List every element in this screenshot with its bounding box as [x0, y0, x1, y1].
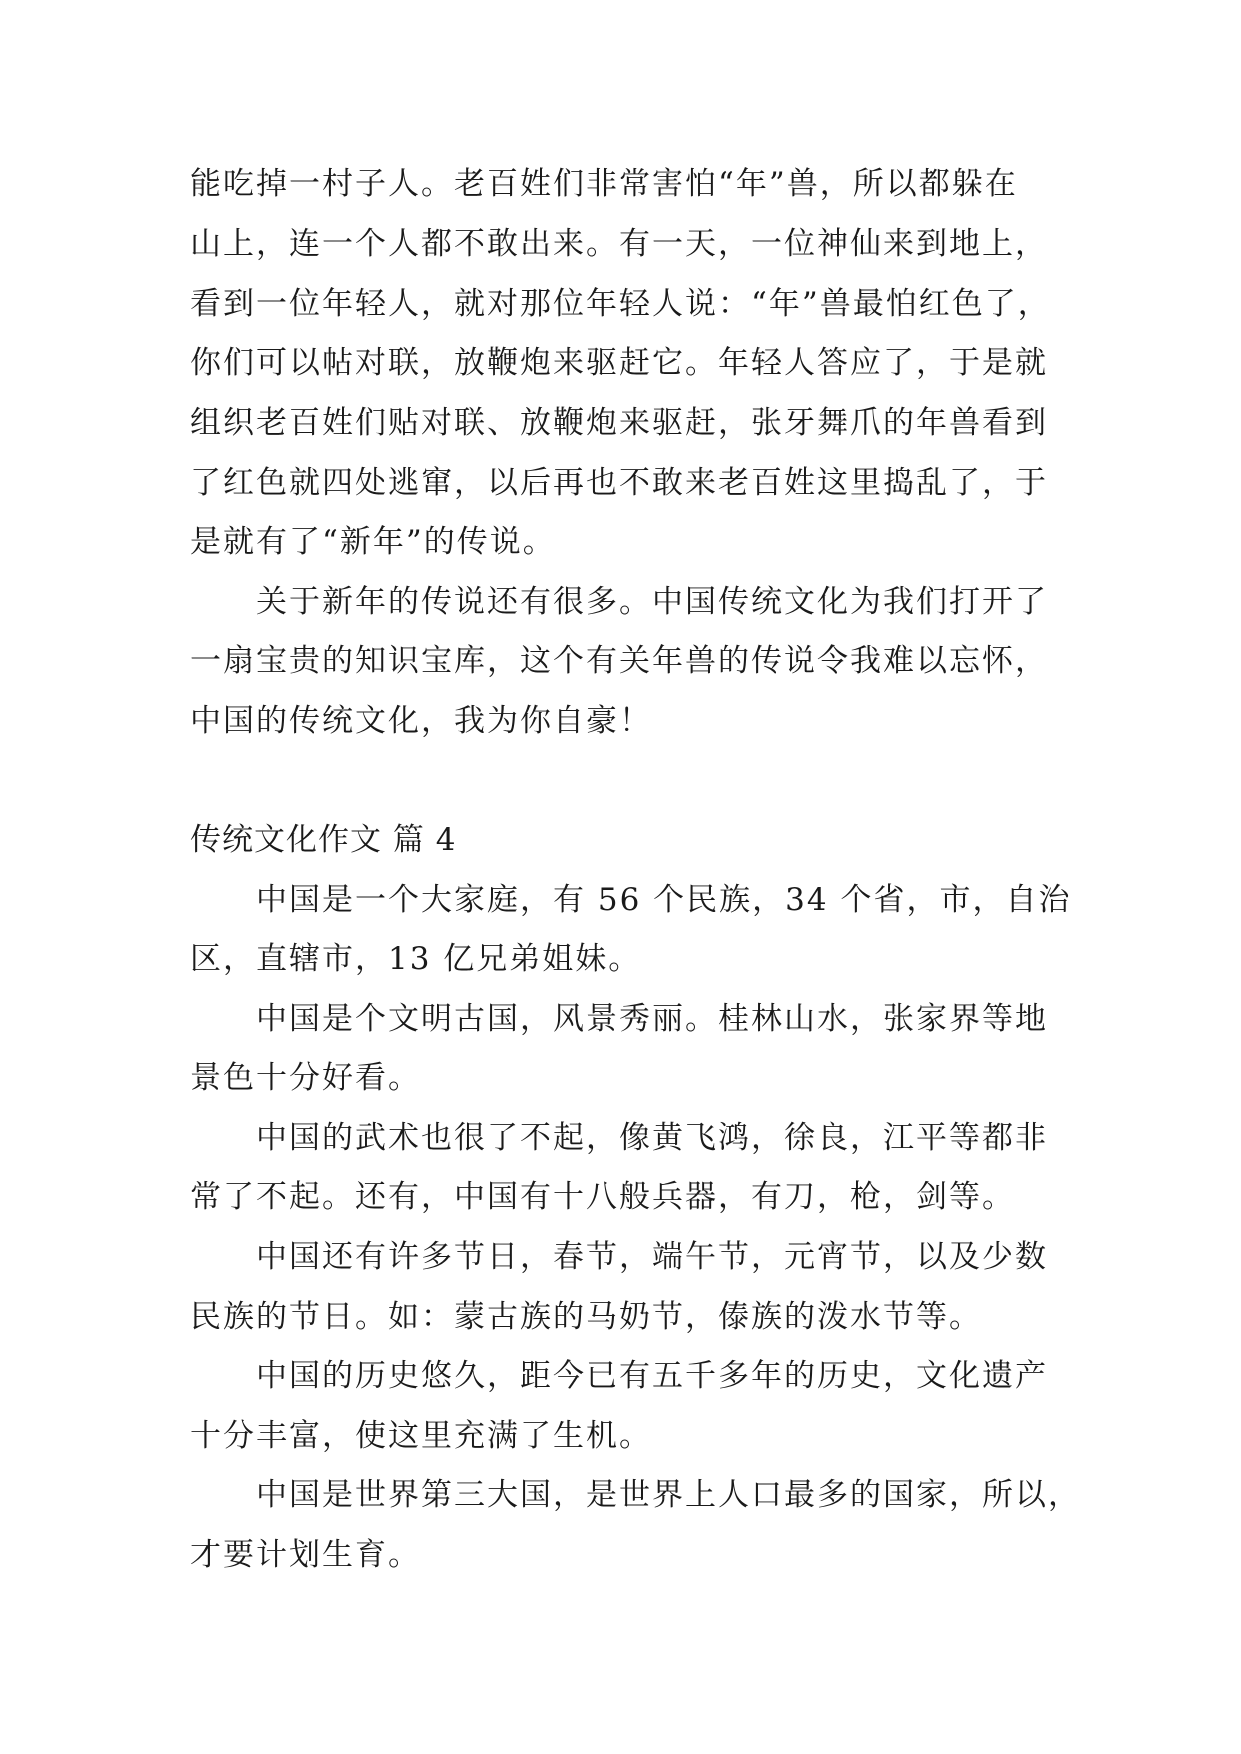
paragraph-line: 了红色就四处逃窜，以后再也不敢来老百姓这里捣乱了，于: [190, 465, 1048, 501]
paragraph-line: 中国是世界第三大国，是世界上人口最多的国家，所以，: [256, 1477, 1081, 1513]
paragraph-line: 中国的武术也很了不起，像黄飞鸿，徐良，江平等都非: [256, 1120, 1048, 1156]
paragraph-line: 组织老百姓们贴对联、放鞭炮来驱赶，张牙舞爪的年兽看到: [190, 405, 1048, 441]
paragraph-line: 民族的节日。如：蒙古族的马奶节，傣族的泼水节等。: [190, 1299, 982, 1335]
paragraph-line: 常了不起。还有，中国有十八般兵器，有刀，枪，剑等。: [190, 1179, 1015, 1215]
section-heading: 传统文化作文 篇 4: [190, 822, 457, 858]
paragraph-line: 山上，连一个人都不敢出来。有一天，一位神仙来到地上，: [190, 226, 1048, 262]
paragraph-line: 能吃掉一村子人。老百姓们非常害怕“年”兽，所以都躲在: [190, 166, 1018, 202]
paragraph-line: 看到一位年轻人，就对那位年轻人说：“年”兽最怕红色了，: [190, 286, 1051, 322]
paragraph-line: 景色十分好看。: [190, 1060, 421, 1096]
paragraph-line: 是就有了“新年”的传说。: [190, 524, 556, 560]
paragraph-line: 中国的历史悠久，距今已有五千多年的历史，文化遗产: [256, 1358, 1048, 1394]
paragraph-line: 一扇宝贵的知识宝库，这个有关年兽的传说令我难以忘怀，: [190, 643, 1048, 679]
paragraph-line: 中国是一个大家庭，有 56 个民族，34 个省，市，自治: [256, 882, 1072, 918]
paragraph-line: 中国的传统文化，我为你自豪！: [190, 703, 652, 739]
paragraph-line: 中国是个文明古国，风景秀丽。桂林山水，张家界等地: [256, 1001, 1048, 1037]
paragraph-line: 才要计划生育。: [190, 1537, 421, 1573]
paragraph-line: 关于新年的传说还有很多。中国传统文化为我们打开了: [256, 584, 1048, 620]
paragraph-line: 十分丰富，使这里充满了生机。: [190, 1418, 652, 1454]
paragraph-line: 区，直辖市，13 亿兄弟姐妹。: [190, 941, 642, 977]
paragraph-line: 你们可以帖对联，放鞭炮来驱赶它。年轻人答应了，于是就: [190, 345, 1048, 381]
paragraph-line: 中国还有许多节日，春节，端午节，元宵节，以及少数: [256, 1239, 1048, 1275]
